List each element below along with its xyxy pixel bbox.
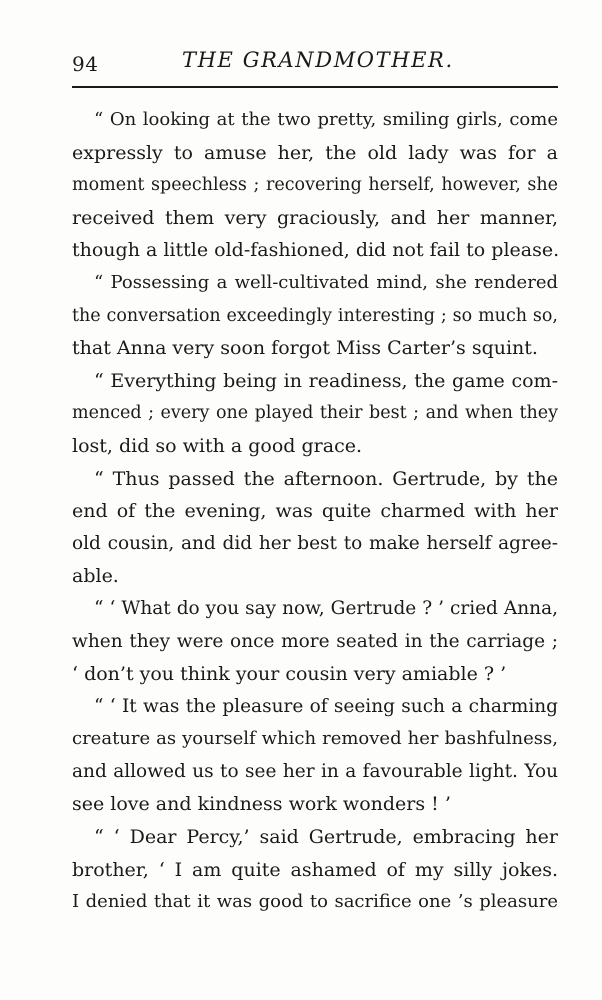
text-line: creature as yourself which removed her bashfulness, (72, 728, 558, 750)
text-line: “ Thus passed the afternoon. Gertrude, by the (94, 467, 558, 490)
text-line: expressly to amuse her, the old lady was for a (72, 141, 558, 164)
header-rule (72, 86, 558, 88)
text-line: the conversation exceedingly interesting ; so much so, (72, 305, 558, 326)
text-line: “ ‘ What do you say now, Gertrude ? ’ cried Anna, (94, 597, 558, 619)
text-line: “ ‘ It was the pleasure of seeing such a charming (94, 695, 558, 717)
text-line: ‘ don’t you think your cousin very amiable ? ’ (72, 663, 507, 686)
text-line: when they were once more seated in the carriage ; (72, 630, 558, 652)
text-line: that Anna very soon forgot Miss Carter’s squint. (72, 337, 538, 360)
text-line: “ Everything being in readiness, the game com- (94, 369, 558, 392)
text-line: brother, ‘ I am quite ashamed of my silly jokes. (72, 858, 558, 881)
text-line: received them very graciously, and her manner, (72, 206, 558, 229)
text-line: end of the evening, was quite charmed with her (72, 500, 558, 523)
page-number: 94 (72, 52, 99, 76)
text-line: “ On looking at the two pretty, smiling girls, come (94, 109, 558, 130)
text-line: old cousin, and did her best to make herself agree- (72, 532, 558, 554)
text-line: “ ‘ Dear Percy,’ said Gertrude, embracing her (94, 826, 558, 849)
text-line: moment speechless ; recovering herself, however, she (72, 175, 558, 196)
page-header (0, 44, 602, 80)
text-line: I denied that it was good to sacrifice one ’s pleasure (72, 891, 558, 913)
body-text (72, 104, 558, 919)
running-head: THE GRANDMOTHER. (182, 48, 454, 72)
text-line: menced ; every one played their best ; and when they (72, 403, 558, 424)
text-line: and allowed us to see her in a favourable light. You (72, 760, 558, 782)
text-line: see love and kindness work wonders ! ’ (72, 793, 451, 816)
text-line: “ Possessing a well-cultivated mind, she rendered (94, 271, 558, 293)
text-line: lost, did so with a good grace. (72, 434, 363, 457)
text-line: though a little old-fashioned, did not fail to please. (72, 239, 560, 262)
text-line: able. (72, 565, 119, 588)
